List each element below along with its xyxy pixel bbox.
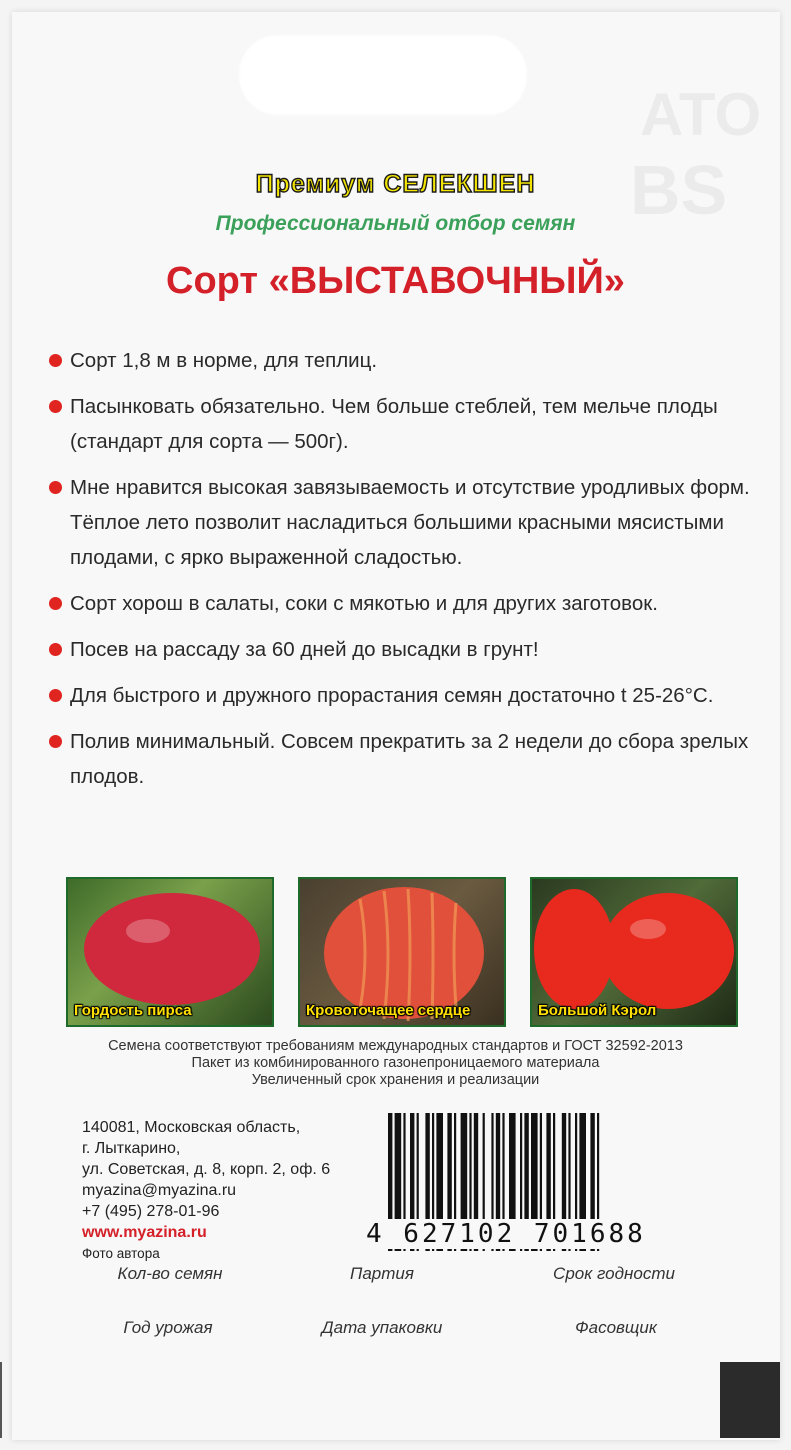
certification-notes (0, 1038, 791, 1089)
list-item (48, 586, 768, 621)
list-item (48, 678, 768, 713)
address-line: 140081, Московская область, (82, 1119, 301, 1136)
list-item (48, 389, 768, 459)
photo-credit: Фото автора (82, 1246, 160, 1261)
bullet-icon (49, 643, 62, 656)
list-item (48, 632, 768, 667)
bullet-icon (49, 597, 62, 610)
packer-label: Фасовщик (575, 1318, 657, 1337)
note-line: Семена соответствуют требованиям международных стандартов и ГОСТ 32592-2013 (108, 1038, 683, 1054)
bullet-icon (49, 689, 62, 702)
batch-label: Партия (350, 1264, 414, 1283)
feature-text: Полив минимальный. Совсем прекратить за 2 недели до сбора зрелых плодов. (70, 730, 749, 788)
variety-title: Сорт «ВЫСТАВОЧНЫЙ» (166, 260, 625, 302)
feature-text: Для быстрого и дружного прорастания семян достаточно t 25-26°C. (70, 684, 714, 707)
photo-caption: Кровоточащее сердце (306, 1002, 471, 1019)
note-line: Пакет из комбинированного газонепроницаемого материала (191, 1055, 600, 1071)
pack-date-label: Дата упаковки (321, 1318, 443, 1337)
note-line: Увеличенный срок хранения и реализации (251, 1072, 540, 1088)
phone-text: +7 (495) 278-01-96 (82, 1203, 220, 1220)
bullet-icon (49, 354, 62, 367)
background-watermark: BS (630, 151, 728, 229)
photo-tomato (298, 877, 506, 1027)
feature-text: Мне нравится высокая завязываемость и отсутствие уродливых форм. Тёплое лето позволит насладиться большими красными мясистыми плодами, с ярко выраженной сладостью. (70, 476, 750, 569)
photo-tomato (530, 877, 738, 1027)
barcode-digits: 4 627102 701688 (366, 1219, 696, 1249)
tomato-highlight (630, 919, 666, 939)
background-watermark: ATO (640, 81, 762, 148)
feature-text: Сорт хорош в салаты, соки с мякотью и для других заготовок. (70, 592, 658, 615)
brand-title: Премиум СЕЛЕКШЕН (255, 170, 536, 198)
tomato-shape (84, 893, 260, 1005)
producer-address (82, 1117, 330, 1264)
seed-count-label: Кол-во семян (117, 1264, 223, 1283)
corner-mark (720, 1362, 780, 1438)
photo-tomato (66, 877, 274, 1027)
brand-tagline: Профессиональный отбор семян (215, 212, 576, 235)
list-item (48, 343, 768, 378)
website-link[interactable]: www.myazina.ru (82, 1224, 207, 1241)
photo-caption: Гордость пирса (74, 1002, 192, 1019)
variety-photos (66, 877, 736, 1025)
tomato-highlight (126, 919, 170, 943)
harvest-year-label: Год урожая (123, 1318, 213, 1337)
edge-mark (0, 1362, 2, 1438)
feature-text: Посев на рассаду за 60 дней до высадки в грунт! (70, 638, 539, 661)
address-line: г. Лыткарино, (82, 1140, 181, 1157)
tomato-shape (534, 889, 614, 1009)
photo-caption: Большой Кэрол (538, 1002, 657, 1019)
feature-list (48, 343, 768, 805)
bullet-icon (49, 400, 62, 413)
tomato-shape (602, 893, 734, 1009)
email-text: myazina@myazina.ru (82, 1182, 237, 1199)
feature-text: Сорт 1,8 м в норме, для теплиц. (70, 349, 378, 372)
feature-text: Пасынковать обязательно. Чем больше стеблей, тем мельче плоды (стандарт для сорта — 500г). (70, 395, 718, 453)
expiry-label: Срок годности (553, 1264, 675, 1283)
list-item (48, 724, 768, 794)
address-line: ул. Советская, д. 8, корп. 2, оф. 6 (82, 1161, 331, 1178)
bullet-icon (49, 735, 62, 748)
bullet-icon (49, 481, 62, 494)
list-item (48, 470, 768, 575)
hang-hole (238, 34, 528, 116)
tomato-shape (324, 887, 484, 1019)
